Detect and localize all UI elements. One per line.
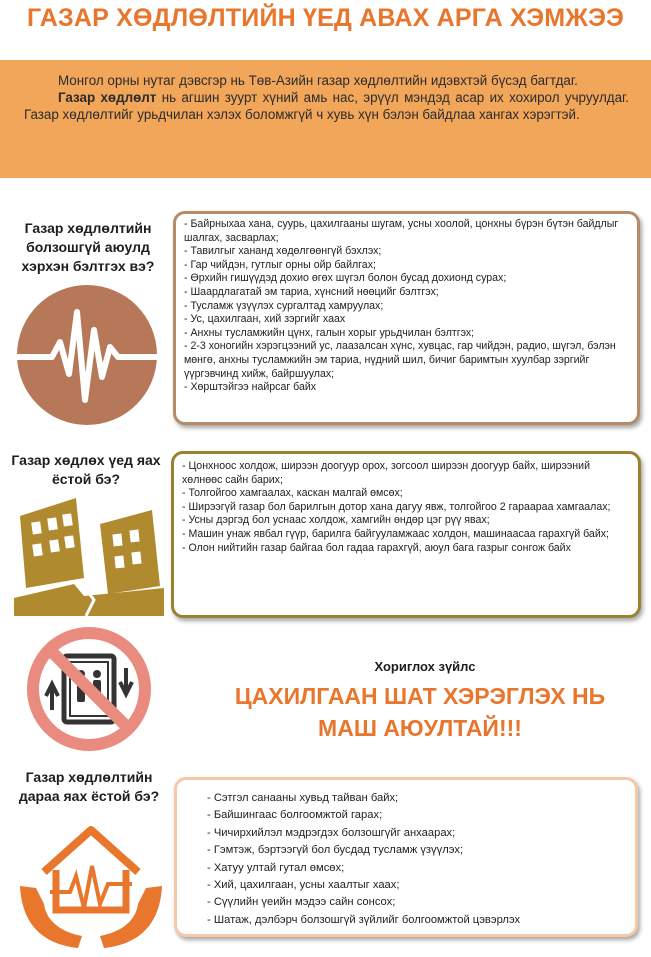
- after-quake-list-box: [174, 777, 638, 937]
- section2-question: Газар хөдлөх үед яах ёстой бэ?: [11, 452, 161, 487]
- during-quake-list: [182, 460, 632, 555]
- list-item: - Гэмтэж, бэртээгүй бол бусдад тусламж үзүүлэх;: [207, 844, 464, 857]
- house-in-hands-icon: [16, 814, 166, 954]
- list-item: - Байшингаас болгоомжтой гарах;: [207, 809, 383, 822]
- no-elevator-icon: [26, 626, 152, 752]
- intro-bold-term: Газар хөдлөлт: [58, 90, 157, 105]
- list-item: - Тусламж үзүүлэх сургалтад хамруулах;: [184, 299, 384, 312]
- after-quake-list: [207, 790, 629, 929]
- seismograph-icon: [14, 282, 160, 428]
- intro-panel: [0, 60, 651, 178]
- warning-heading: Хориглох зүйлс: [374, 659, 476, 674]
- list-item: - Хөрштэйгээ найрсаг байх: [184, 381, 317, 394]
- during-quake-list-box: [171, 451, 641, 618]
- list-item: - Усны дэргэд бол уснаас холдож, хамгийн өндөр цэг рүү явах;: [182, 514, 490, 527]
- section3-question: Газар хөдлөлтийн дараа яах ёстой бэ?: [18, 769, 160, 804]
- list-item: - Чичирхийлэл мэдрэгдэх болзошгүйг анхаарах;: [207, 826, 456, 839]
- intro-paragraph-2-text: нь агшин зуурт хүний амь нас, эрүүл мэндэд асар их хохирол учруулдаг. Газар хөдлөлтийг урьдчилан хэлэх боломжгүй ч хувь хүн бэлэн байдлаа хангах хэрэгтэй.: [24, 90, 629, 122]
- intro-paragraph-1: Монгол орны нутаг дэвсгэр нь Төв-Азийн газар хөдлөлтийн идэвхтэй бүсэд багтдаг.: [58, 73, 578, 88]
- list-item: - Сэтгэл санааны хувьд тайван байх;: [207, 792, 399, 804]
- preparation-list: [184, 218, 631, 395]
- list-item: - Цонхноос холдож, ширээн доогуур орох, зогсоол ширээн доогуур байх, ширээний хөлнөөс сайн барих;: [182, 460, 590, 486]
- list-item: - Шатаж, дэлбэрч болзошгүй зүйлийг болгоомжтой цэвэрлэх: [207, 913, 521, 926]
- warning-line-1: ЦАХИЛГААН ШАТ ХЭРЭГЛЭХ НЬ: [234, 683, 606, 709]
- list-item: - Шаардлагатай эм тариа, хүнсний нөөцийг бэлтгэх;: [184, 285, 439, 298]
- list-item: - 2-3 хоногийн хэрэгцээний ус, лаазалсан хүнс, хувцас, гар чийдэн, радио, шүгэл, бэлэн мөнгө, анхны тусламжийн эм тариа, нүдний шил, бичиг баримтын хуулбар зэргийг үүргэвчинд хийж, байршуулах;: [184, 340, 616, 380]
- intro-paragraph-2: [24, 89, 629, 123]
- list-item: - Тавилгыг хананд хөдөлгөөнгүй бэхлэх;: [184, 245, 382, 258]
- list-item: - Сүүлийн үеийн мэдээ сайн сонсох;: [207, 896, 396, 909]
- warning-line-2: МАШ АЮУЛТАЙ!!!: [318, 715, 522, 741]
- list-item: - Хатуу ултай гутал өмсөх;: [207, 861, 345, 874]
- list-item: - Гар чийдэн, гутлыг орны ойр байлгах;: [184, 258, 376, 271]
- collapsing-buildings-icon: [14, 488, 164, 616]
- list-item: - Толгойгоо хамгаалах, каскан малгай өмсөх;: [182, 487, 403, 500]
- warning-message: [200, 680, 640, 744]
- section1-question: Газар хөдлөлтийн болзошгүй аюулд хэрхэн бэлтгэх вэ?: [21, 220, 155, 274]
- list-item: - Анхны тусламжийн цүнх, галын хорыг урьдчилан бэлтгэх;: [184, 326, 475, 339]
- list-item: - Хий, цахилгаан, усны хаалтыг хаах;: [207, 879, 400, 892]
- list-item: - Ширээгүй газар бол барилгын дотор хана дагуу явж, толгойгоо 2 гараараа хамгаалах;: [182, 500, 611, 513]
- page-title: ГАЗАР ХӨДЛӨЛТИЙН ҮЕД АВАХ АРГА ХЭМЖЭЭ: [26, 4, 625, 32]
- list-item: - Өрхийн гишүүдэд дохио өгөх шүгэл болон бусад дохионд сурах;: [184, 272, 507, 285]
- list-item: - Ус, цахилгаан, хий зэргийг хаах: [184, 313, 346, 326]
- list-item: - Байрныхаа хана, суурь, цахилгааны шугам, усны хоолой, цонхны бүрэн бүтэн байдлыг шалгах, засварлах;: [184, 218, 619, 244]
- list-item: - Олон нийтийн газар байгаа бол гадаа гарахгүй, аюул бага газрыг сонгож байх: [182, 541, 571, 554]
- preparation-list-box: [173, 211, 640, 425]
- list-item: - Машин унаж явбал гүүр, барилга байгууламжаас холдон, машинаасаа гарахгүй байх;: [182, 527, 609, 540]
